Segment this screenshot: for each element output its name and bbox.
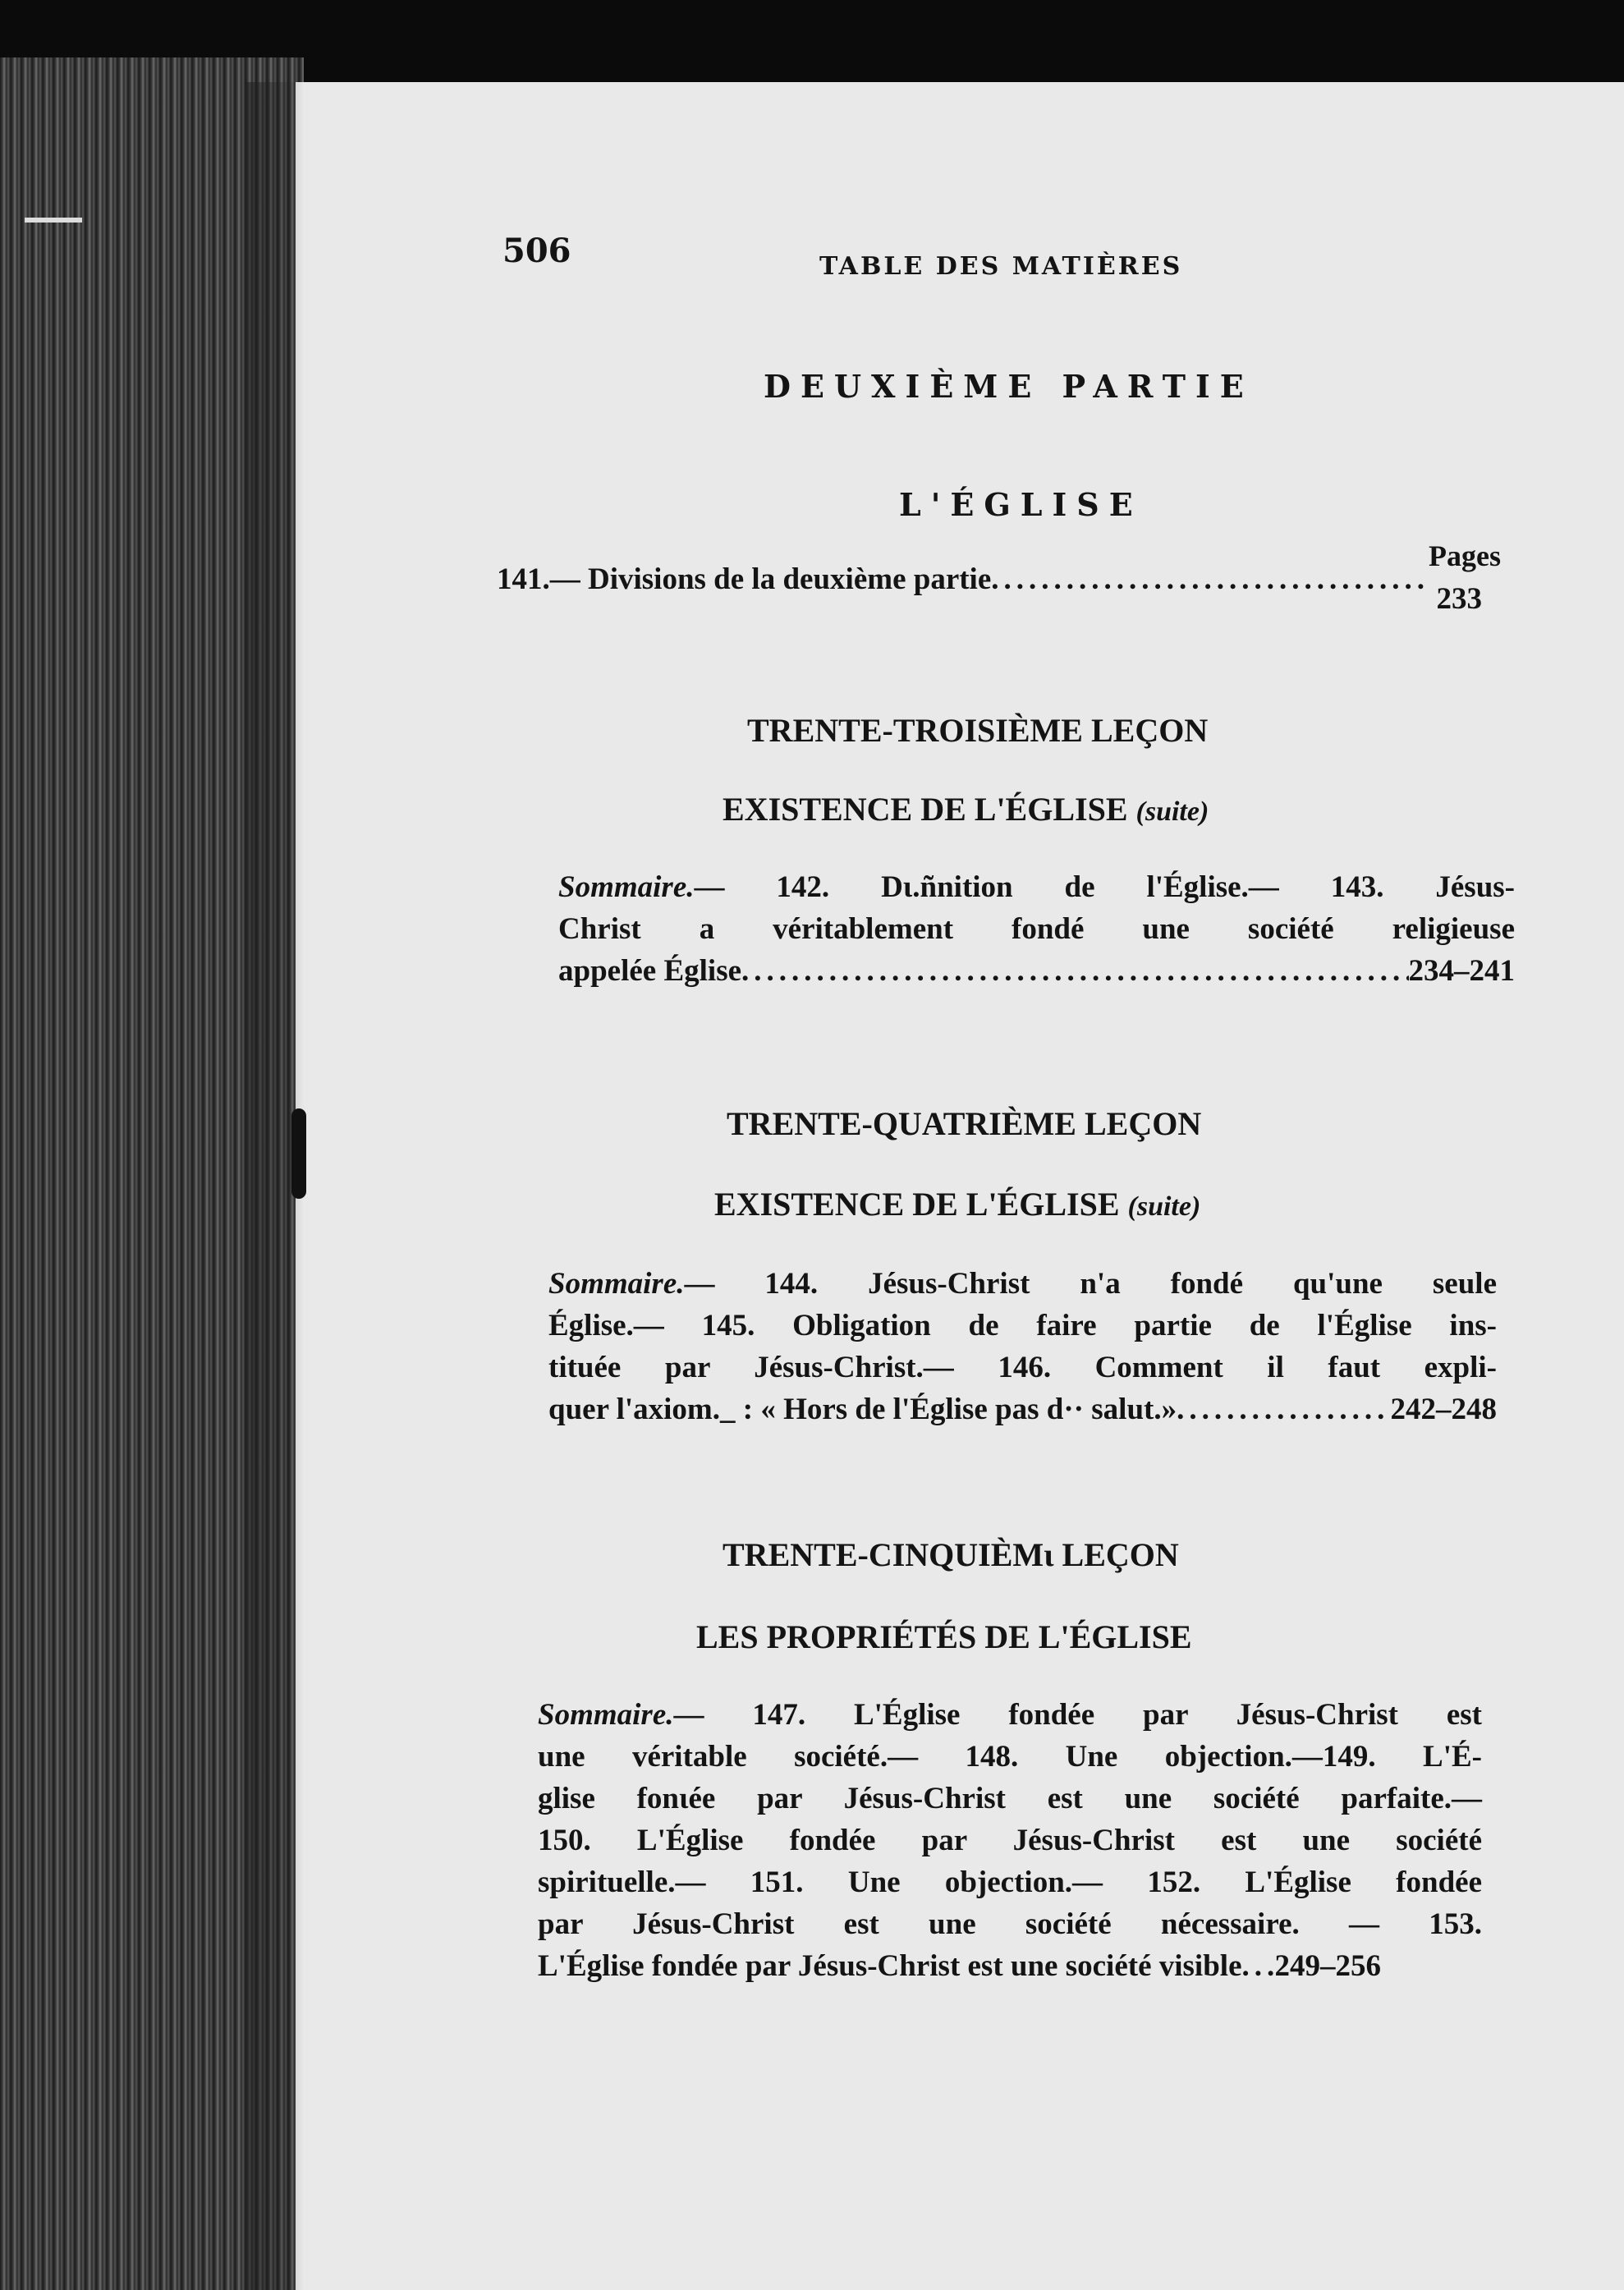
lesson-34-summary (548, 1263, 1497, 1430)
summary-line (548, 1263, 1497, 1305)
summary-line-text: — 144. Jésus-Christ n'a fondé qu'une seule (684, 1267, 1497, 1301)
summary-last-text: L'Église fondée par Jésus-Christ est une société visible (538, 1949, 1242, 1983)
summary-line-text: — 142. Dɩ.ñnition de l'Église.— 143. Jésus- (694, 870, 1515, 904)
lesson-33-heading: TRENTE-TROISIÈME LEÇON (747, 712, 1209, 749)
summary-label: Sommaire. (548, 1267, 685, 1301)
lesson-34-subtitle (714, 1185, 1200, 1223)
pages-column-label: Pages (1429, 539, 1501, 572)
lesson-35-subtitle-text: LES PROPRIÉTÉS DE L'ÉGLISE (696, 1618, 1192, 1655)
page-number: 506 (502, 232, 571, 270)
summary-line: 150. L'Église fondée par Jésus-Christ est une société (538, 1824, 1482, 1857)
part-subtitle: L'ÉGLISE (899, 486, 1143, 523)
leader-dots (991, 558, 1428, 620)
summary-line: par Jésus-Christ est une société nécessaire. — 153. (538, 1907, 1482, 1941)
summary-line: spirituelle.— 151. Une objection.— 152. L'Église fondée (538, 1866, 1482, 1899)
summary-label: Sommaire. (558, 870, 695, 904)
lesson-33-subtitle-note: (suite) (1135, 796, 1209, 827)
lesson-33-pages: 234–241 (1408, 954, 1515, 988)
lesson-34-heading: TRENTE-QUATRIÈME LEÇON (727, 1105, 1202, 1142)
lesson-35-summary (538, 1694, 1482, 1987)
lesson-35-pages: 249–256 (1274, 1949, 1381, 1983)
lesson-33-subtitle (723, 790, 1209, 828)
summary-last-line (548, 1388, 1497, 1430)
summary-line: Christ a véritablement fondé une société religieuse (558, 912, 1515, 946)
summary-last-text: appelée Église (558, 954, 742, 988)
intro-entry-page: 233 (1436, 582, 1482, 616)
leader-dots (741, 950, 1408, 992)
lesson-33-subtitle-text: EXISTENCE DE L'ÉGLISE (723, 791, 1128, 828)
intro-entry-text: 141.— Divisions de la deuxième partie (497, 562, 992, 596)
intro-entry (497, 558, 1482, 620)
lesson-34-subtitle-text: EXISTENCE DE L'ÉGLISE (714, 1186, 1120, 1223)
summary-line: tituée par Jésus-Christ.— 146. Comment il faut expli- (548, 1351, 1497, 1384)
summary-line: Église.— 145. Obligation de faire partie de l'Église ins- (548, 1309, 1497, 1342)
summary-last-line (538, 1945, 1482, 1987)
ink-blot (291, 1108, 306, 1199)
lesson-34-pages: 242–248 (1390, 1393, 1497, 1426)
scan-artifact (25, 218, 82, 223)
summary-line (538, 1694, 1482, 1736)
summary-label: Sommaire. (538, 1698, 674, 1732)
running-title: TABLE DES MATIÈRES (819, 252, 1183, 281)
part-title: DEUXIÈME PARTIE (764, 368, 1254, 405)
summary-line: une véritable société.— 148. Une objection.—149. L'É- (538, 1740, 1482, 1774)
lesson-34-subtitle-note: (suite) (1127, 1191, 1201, 1222)
leader-dots (1242, 1945, 1275, 1987)
summary-last-line (558, 950, 1515, 992)
summary-line-text: — 147. L'Église fondée par Jésus-Christ est (673, 1698, 1482, 1732)
lesson-35-heading: TRENTE-CINQUIÈMɩ LEÇON (723, 1536, 1179, 1573)
lesson-35-subtitle (696, 1618, 1192, 1656)
lesson-33-summary (558, 866, 1515, 992)
summary-line: glise fonɩée par Jésus-Christ est une société parfaite.— (538, 1782, 1482, 1815)
leader-dots (1177, 1388, 1390, 1430)
summary-line (558, 866, 1515, 908)
summary-last-text: quer l'axiom._ : « Hors de l'Église pas d·· salut.» (548, 1393, 1177, 1426)
